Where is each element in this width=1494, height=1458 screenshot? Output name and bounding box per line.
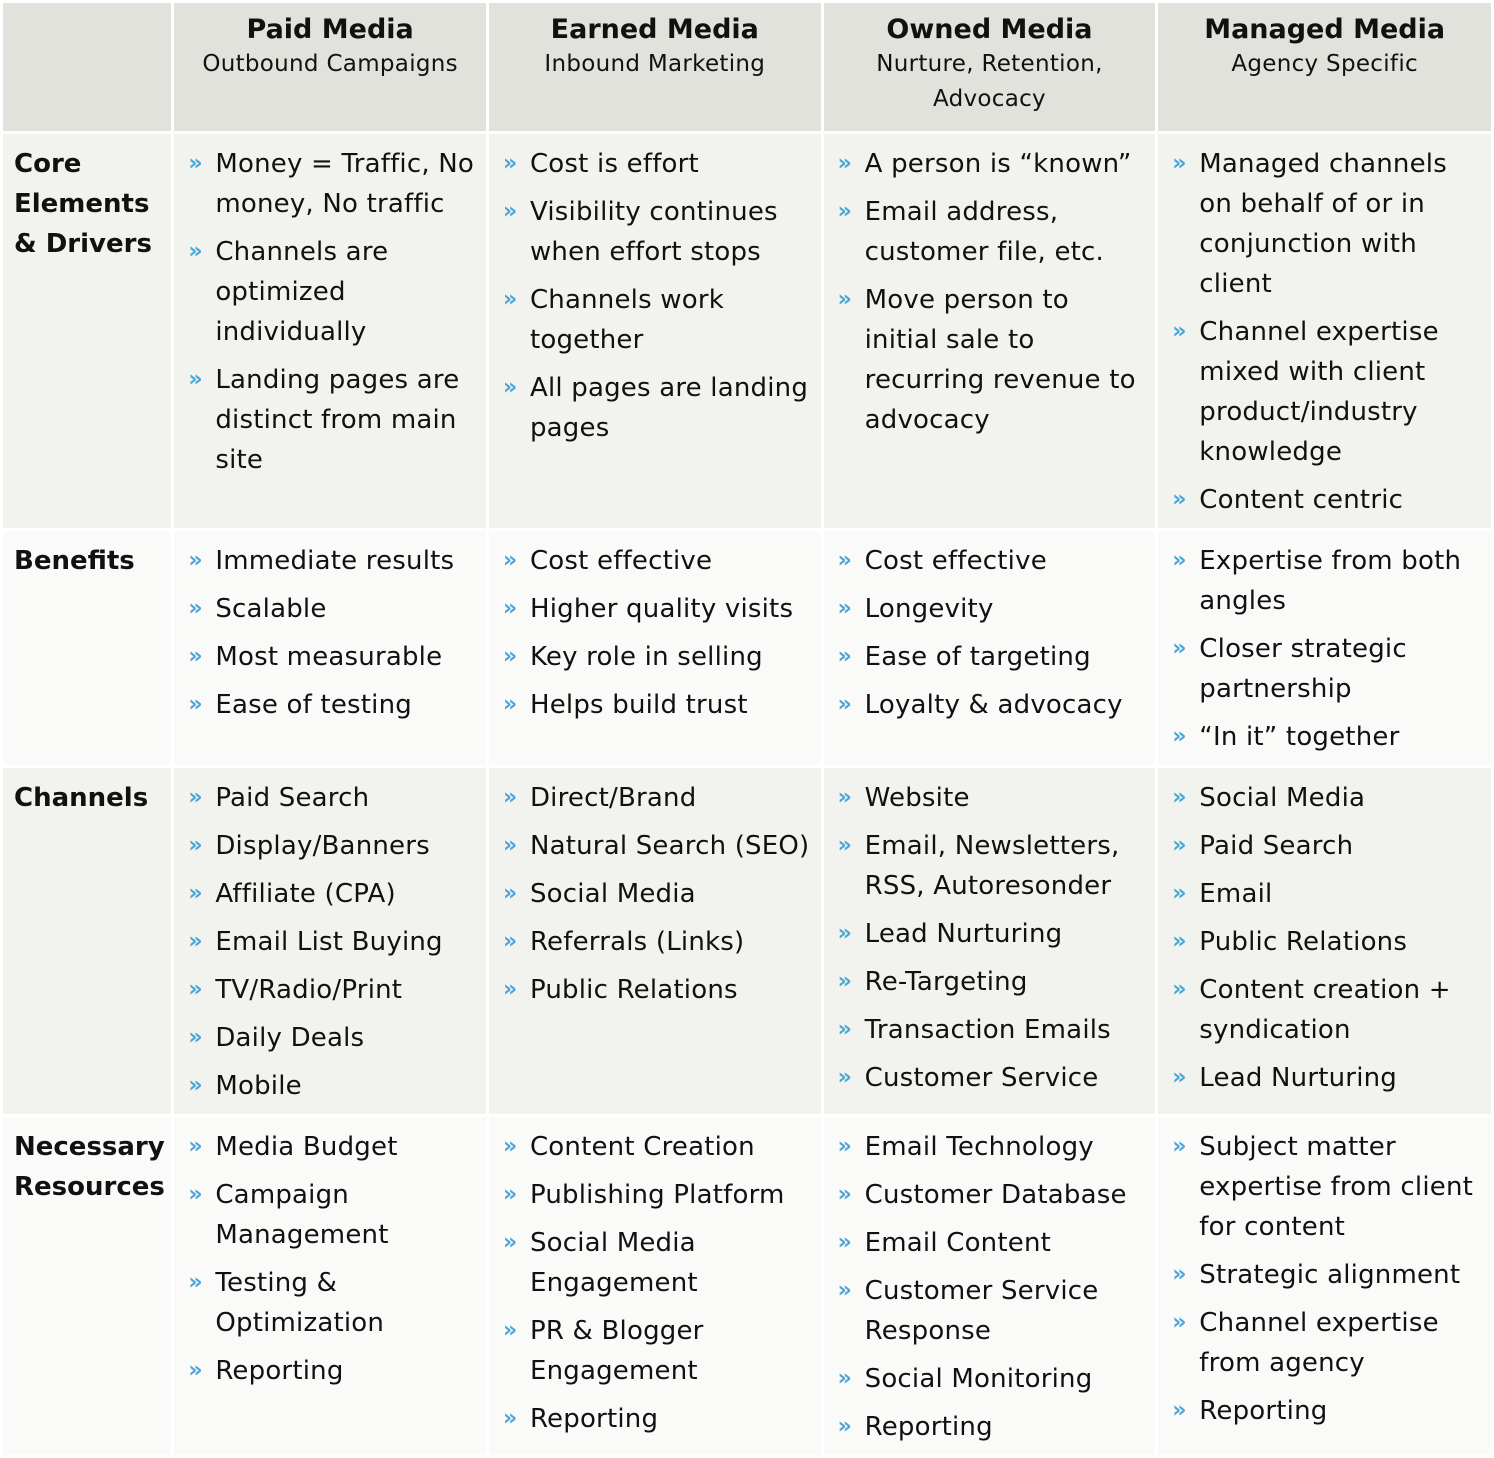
list-item-text: Affiliate (CPA) [215,879,396,909]
bullet-list [499,144,811,448]
list-item-text: Social Monitoring [864,1364,1093,1394]
bullet-list [834,778,1146,1098]
list-item [1168,629,1481,709]
chevron-bullet-icon: » [188,1182,203,1207]
list-item [499,826,811,866]
list-item-text: Key role in selling [529,642,763,672]
chevron-bullet-icon: » [837,1278,853,1303]
chevron-bullet-icon: » [188,881,203,906]
column-title: Owned Media [886,14,1093,45]
list-item-text: PR & Blogger Engagement [529,1316,704,1386]
list-item-text: Channels are optimized individually [215,237,389,347]
chevron-bullet-icon: » [188,239,203,264]
owned-media-cell [824,531,1156,765]
list-item-text: Lead Nurturing [864,919,1063,949]
earned-media-cell [489,768,821,1114]
list-item-text: Expertise from both angles [1199,546,1462,616]
list-item-text: Channels work together [529,285,725,355]
list-item [1168,717,1481,757]
list-item [499,778,811,818]
chevron-bullet-icon: » [837,199,853,224]
list-item-text: Media Budget [215,1132,398,1162]
chevron-bullet-icon: » [502,1182,518,1207]
chevron-bullet-icon: » [837,692,853,717]
chevron-bullet-icon: » [837,1182,853,1207]
list-item [499,1175,811,1215]
list-item [499,1223,811,1303]
chevron-bullet-icon: » [1172,319,1187,344]
list-item [184,970,476,1010]
list-item-text: Testing & Optimization [215,1268,385,1338]
chevron-bullet-icon: » [1172,1262,1187,1287]
list-item [184,1351,476,1391]
list-item-text: Managed channels on behalf of or in conjunction with client [1199,149,1447,299]
chevron-bullet-icon: » [837,151,853,176]
chevron-bullet-icon: » [188,548,203,573]
chevron-bullet-icon: » [188,596,203,621]
chevron-bullet-icon: » [502,375,518,400]
list-item-text: Reporting [215,1356,344,1386]
column-title: Earned Media [550,14,759,45]
chevron-bullet-icon: » [188,151,203,176]
column-subtitle: Agency Specific [1231,51,1418,77]
list-item [1168,970,1481,1050]
bullet-list [184,144,476,480]
list-item [1168,1303,1481,1383]
list-item-text: Cost is effort [529,149,699,179]
list-item-text: “In it” together [1199,722,1400,752]
list-item-text: Content creation + syndication [1199,975,1451,1045]
list-item-text: Higher quality visits [529,594,794,624]
chevron-bullet-icon: » [1172,636,1187,661]
list-item [834,1407,1146,1447]
chevron-bullet-icon: » [1172,1065,1187,1090]
bullet-list [834,541,1146,725]
list-item [184,685,476,725]
list-item-text: A person is “known” [864,149,1132,179]
paid-media-cell [174,1117,486,1455]
list-item-text: Social Media [1199,783,1366,813]
list-item-text: Landing pages are distinct from main site [215,365,460,475]
owned-media-cell [824,1117,1156,1455]
list-item [834,541,1146,581]
list-item [499,970,811,1010]
chevron-bullet-icon: » [502,644,518,669]
chevron-bullet-icon: » [1172,929,1187,954]
chevron-bullet-icon: » [1172,548,1187,573]
column-subtitle: Inbound Marketing [544,51,766,77]
list-item [499,1127,811,1167]
list-item-text: Move person to initial sale to recurring revenue to advocacy [864,285,1136,435]
bullet-list [1168,541,1481,757]
list-item [499,874,811,914]
chevron-bullet-icon: » [837,1230,853,1255]
list-item-text: Public Relations [1199,927,1408,957]
header-earned-media [489,3,821,131]
bullet-list [1168,144,1481,520]
list-item [1168,1127,1481,1247]
list-item [1168,778,1481,818]
list-item [834,778,1146,818]
list-item [1168,1255,1481,1295]
chevron-bullet-icon: » [502,692,518,717]
list-item [184,778,476,818]
chevron-bullet-icon: » [837,969,853,994]
chevron-bullet-icon: » [1172,151,1187,176]
chevron-bullet-icon: » [188,367,203,392]
chevron-bullet-icon: » [1172,833,1187,858]
list-item-text: Content Creation [529,1132,755,1162]
list-item [184,637,476,677]
bullet-list [1168,778,1481,1098]
list-item [1168,480,1481,520]
row-header: Core Elements & Drivers [3,134,171,528]
list-item [499,144,811,184]
list-item [499,192,811,272]
list-item [184,874,476,914]
list-item [184,1175,476,1255]
list-item-text: Cost effective [864,546,1047,576]
list-item-text: Helps build trust [529,690,748,720]
column-title: Managed Media [1204,14,1446,45]
paid-media-cell [174,134,486,528]
chevron-bullet-icon: » [1172,724,1187,749]
list-item [1168,1391,1481,1431]
list-item-text: Channel expertise mixed with client product/industry knowledge [1199,317,1439,467]
bullet-list [834,144,1146,440]
chevron-bullet-icon: » [837,548,853,573]
chevron-bullet-icon: » [502,1406,518,1431]
list-item [1168,144,1481,304]
chevron-bullet-icon: » [502,199,518,224]
list-item [499,541,811,581]
list-item [834,914,1146,954]
list-item-text: Website [864,783,970,813]
chevron-bullet-icon: » [837,1017,853,1042]
list-item-text: Daily Deals [215,1023,365,1053]
list-item [499,368,811,448]
list-item [499,922,811,962]
list-item-text: Public Relations [529,975,738,1005]
paid-media-cell [174,768,486,1114]
list-item-text: Strategic alignment [1199,1260,1461,1290]
list-item-text: Email address, customer file, etc. [864,197,1104,267]
paid-media-cell [174,531,486,765]
chevron-bullet-icon: » [1172,881,1187,906]
list-item-text: Paid Search [1199,831,1354,861]
list-item-text: Email Content [864,1228,1052,1258]
list-item-text: Loyalty & advocacy [864,690,1123,720]
bullet-list [499,541,811,725]
list-item-text: Customer Database [864,1180,1127,1210]
list-item-text: Social Media Engagement [529,1228,698,1298]
list-item-text: Publishing Platform [529,1180,785,1210]
list-item-text: Most measurable [215,642,443,672]
list-item-text: Display/Banners [215,831,430,861]
chevron-bullet-icon: » [502,881,518,906]
chevron-bullet-icon: » [837,1065,853,1090]
chevron-bullet-icon: » [188,977,203,1002]
header-row [3,3,1491,131]
list-item-text: Customer Service Response [864,1276,1099,1346]
list-item [834,589,1146,629]
list-item [184,1263,476,1343]
header-paid-media [174,3,486,131]
list-item [1168,874,1481,914]
chevron-bullet-icon: » [502,548,518,573]
earned-media-cell [489,134,821,528]
chevron-bullet-icon: » [1172,977,1187,1002]
list-item [1168,826,1481,866]
chevron-bullet-icon: » [502,833,518,858]
column-title: Paid Media [246,14,414,45]
list-item-text: Ease of targeting [864,642,1091,672]
header-managed-media [1158,3,1491,131]
list-item [499,280,811,360]
column-subtitle: Nurture, Retention, Advocacy [876,51,1103,112]
owned-media-cell [824,134,1156,528]
list-item [834,1223,1146,1263]
list-item [834,826,1146,906]
chevron-bullet-icon: » [837,785,853,810]
list-item [499,685,811,725]
list-item [834,685,1146,725]
chevron-bullet-icon: » [1172,1310,1187,1335]
row-header: Benefits [3,531,171,765]
list-item-text: Email List Buying [215,927,443,957]
list-item-text: Customer Service [864,1063,1099,1093]
list-item-text: TV/Radio/Print [215,975,403,1005]
chevron-bullet-icon: » [188,1025,203,1050]
list-item-text: Immediate results [215,546,455,576]
chevron-bullet-icon: » [837,1414,853,1439]
list-item-text: Ease of testing [215,690,412,720]
managed-media-cell [1158,768,1491,1114]
list-item-text: Re-Targeting [864,967,1028,997]
managed-media-cell [1158,531,1491,765]
list-item [1168,922,1481,962]
bullet-list [184,778,476,1106]
chevron-bullet-icon: » [502,929,518,954]
list-item [834,1175,1146,1215]
list-item [184,1127,476,1167]
list-item-text: Direct/Brand [529,783,697,813]
list-item-text: Reporting [864,1412,993,1442]
list-item-text: Visibility continues when effort stops [529,197,778,267]
chevron-bullet-icon: » [502,977,518,1002]
chevron-bullet-icon: » [188,1073,203,1098]
list-item [499,637,811,677]
list-item [834,1058,1146,1098]
list-item [184,826,476,866]
core-elements-row [3,134,1491,528]
earned-media-cell [489,1117,821,1455]
earned-media-cell [489,531,821,765]
chevron-bullet-icon: » [837,1134,853,1159]
benefits-row [3,531,1491,765]
list-item-text: Scalable [215,594,327,624]
list-item [184,589,476,629]
chevron-bullet-icon: » [502,287,518,312]
list-item-text: Mobile [215,1071,302,1101]
chevron-bullet-icon: » [502,1230,518,1255]
list-item-text: Closer strategic partnership [1199,634,1407,704]
chevron-bullet-icon: » [837,596,853,621]
list-item-text: Longevity [864,594,994,624]
chevron-bullet-icon: » [837,1366,853,1391]
chevron-bullet-icon: » [502,596,518,621]
list-item [184,360,476,480]
list-item-text: Lead Nurturing [1199,1063,1398,1093]
list-item-text: Email, Newsletters, RSS, Autoresonder [864,831,1120,901]
list-item-text: Campaign Management [215,1180,389,1250]
chevron-bullet-icon: » [837,287,853,312]
list-item [184,922,476,962]
list-item-text: Channel expertise from agency [1199,1308,1439,1378]
list-item [1168,1058,1481,1098]
chevron-bullet-icon: » [502,1134,518,1159]
list-item-text: Reporting [529,1404,659,1434]
list-item [834,1127,1146,1167]
owned-media-cell [824,768,1156,1114]
chevron-bullet-icon: » [188,929,203,954]
list-item [834,1359,1146,1399]
list-item-text: Natural Search (SEO) [529,831,810,861]
column-subtitle: Outbound Campaigns [202,51,458,77]
chevron-bullet-icon: » [837,833,853,858]
list-item [834,1271,1146,1351]
list-item-text: Subject matter expertise from client for content [1199,1132,1474,1242]
list-item-text: Email Technology [864,1132,1094,1162]
managed-media-cell [1158,134,1491,528]
list-item-text: All pages are landing pages [529,373,809,443]
chevron-bullet-icon: » [502,1318,518,1343]
chevron-bullet-icon: » [1172,1134,1187,1159]
list-item-text: Reporting [1199,1396,1328,1426]
bullet-list [834,1127,1146,1447]
list-item [834,1010,1146,1050]
chevron-bullet-icon: » [837,644,853,669]
header-owned-media [824,3,1156,131]
chevron-bullet-icon: » [188,833,203,858]
list-item-text: Referrals (Links) [529,927,745,957]
list-item-text: Email [1199,879,1273,909]
row-header: Necessary Resources [3,1117,171,1455]
list-item-text: Transaction Emails [864,1015,1111,1045]
list-item [834,144,1146,184]
list-item [834,637,1146,677]
list-item [184,1066,476,1106]
list-item [184,541,476,581]
chevron-bullet-icon: » [837,921,853,946]
bullet-list [499,778,811,1010]
chevron-bullet-icon: » [1172,487,1187,512]
list-item [184,144,476,224]
row-header: Channels [3,768,171,1114]
list-item [1168,541,1481,621]
header-corner-cell [3,3,171,131]
bullet-list [499,1127,811,1439]
list-item [834,192,1146,272]
chevron-bullet-icon: » [1172,1398,1187,1423]
list-item-text: Paid Search [215,783,370,813]
managed-media-cell [1158,1117,1491,1455]
chevron-bullet-icon: » [502,151,518,176]
list-item [499,589,811,629]
list-item-text: Cost effective [529,546,713,576]
list-item [499,1399,811,1439]
list-item-text: Money = Traffic, No money, No traffic [215,149,475,219]
bullet-list [184,541,476,725]
bullet-list [184,1127,476,1391]
chevron-bullet-icon: » [188,785,203,810]
necessary-resources-row [3,1117,1491,1455]
list-item [834,280,1146,440]
chevron-bullet-icon: » [188,1358,203,1383]
list-item [184,1018,476,1058]
list-item [1168,312,1481,472]
table-body [3,134,1491,1455]
chevron-bullet-icon: » [188,1134,203,1159]
bullet-list [1168,1127,1481,1431]
chevron-bullet-icon: » [188,644,203,669]
channels-row [3,768,1491,1114]
list-item [499,1311,811,1391]
chevron-bullet-icon: » [1172,785,1187,810]
chevron-bullet-icon: » [188,1270,203,1295]
list-item [184,232,476,352]
list-item [834,962,1146,1002]
chevron-bullet-icon: » [502,785,518,810]
list-item-text: Social Media [529,879,696,909]
list-item-text: Content centric [1199,485,1404,515]
chevron-bullet-icon: » [188,692,203,717]
